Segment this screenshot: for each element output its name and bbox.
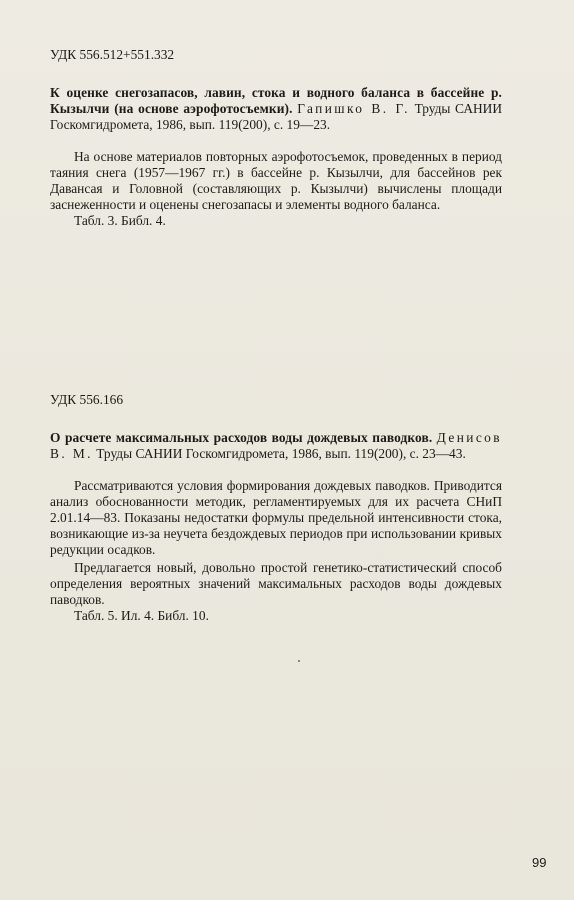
page-number: 99 bbox=[532, 855, 547, 870]
abstract-1 bbox=[50, 47, 502, 229]
abstract-paragraph: На основе материалов повторных аэрофотосъемок, проведенных в период таяния снега (1957—1967 гг.) в бассейне р. Кызылчи, для бассейнов рек Давансая и Головной (составляющих р. Кызылчи) вычислены площади заснеженности и оценены снегозапасы и элементы водного баланса. bbox=[50, 149, 502, 212]
abstract-refs: Табл. 5. Ил. 4. Библ. 10. bbox=[74, 608, 209, 623]
abstract-2 bbox=[50, 392, 502, 624]
abstract-refs: Табл. 3. Библ. 4. bbox=[74, 213, 166, 228]
citation bbox=[50, 430, 502, 462]
abstract-paragraph: Предлагается новый, довольно простой генетико-статистический способ определения вероятных значений максимальных расходов воды дождевых паводков. bbox=[50, 560, 502, 607]
abstract-paragraph: Рассматриваются условия формирования дождевых паводков. Приводится анализ обоснованности методик, регламентируемых для их расчета СНиП 2.01.14—83. Показаны недостатки формулы предельной интенсивности стока, возникающие из-за неучета бездождевых периодов при использовании кривых редукции осадков. bbox=[50, 478, 502, 557]
article-source: Труды САНИИ Госкомгидромета, 1986, вып. 119(200), с. 23—43. bbox=[96, 446, 466, 461]
article-author: Гапишко В. Г. bbox=[297, 101, 410, 116]
udc-code: УДК 556.166 bbox=[50, 392, 124, 407]
article-title: К оценке снегозапасов, лавин, стока и водного баланса в бассейне р. Кызылчи (на основе аэрофотосъемки). bbox=[50, 85, 502, 116]
article-title: О расчете максимальных расходов воды дождевых паводков. bbox=[50, 430, 433, 445]
abstract-body bbox=[50, 478, 502, 608]
paper-speck bbox=[298, 660, 300, 662]
article-author: Денисов В. М. bbox=[50, 430, 502, 461]
citation bbox=[50, 85, 502, 133]
abstract-body bbox=[50, 149, 502, 213]
udc-code: УДК 556.512+551.332 bbox=[50, 47, 175, 62]
article-source: Труды САНИИ Госкомгидромета, 1986, вып. 119(200), с. 19—23. bbox=[50, 101, 503, 132]
